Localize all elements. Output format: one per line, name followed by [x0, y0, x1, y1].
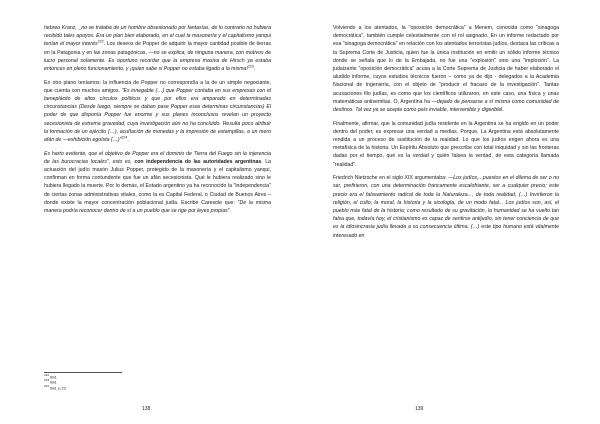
footnote-ref: 222: [97, 39, 104, 44]
footnote-text: Ibid.: [49, 375, 58, 380]
footnote-text: Ibid. p.23: [49, 386, 66, 391]
text-run: En otro plano teníamos: la influencia de Popper no correspondía a la de un simple negociante, que cuenta con muchos amigos.: [44, 79, 271, 94]
footnote-rule: [44, 372, 122, 373]
paragraph: [333, 120, 559, 169]
right-page: [300, 0, 600, 424]
footnote-number: 224: [44, 383, 50, 388]
footnotes: [44, 375, 244, 391]
text-run: Finalmente, afirmar, que la comunidad judía residente en la Argentina se ha erigido en un poder dentro del poder, es expresar una verdad a medias. Porque, La Argentina está absolutamente rendida a un proceso de sustitución de la realidad. Lo que los judíos erigen ahora es una metafísica de la historia. Un Espíritu Absoluto que prescribe con total iniquidad y sin las fronteras dadas por el tiempo, qué es la verdad y quién falsea la verdad, de esta categoría llamada "realidad".: [333, 120, 559, 168]
text-run: .: [127, 137, 129, 144]
text-run: hebreo Kranz, _no se trataba de un hombre obsesionado por fantasías, de lo contrario no hubiera recibido tales apoyos. Era un plan bien elaborado, en el cual la masonería y el capitalismo yanqui tenían el mayor interés: [44, 25, 271, 48]
text-run: Friedrich Nietzsche en el siglo XIX argumentaba:: [333, 175, 449, 182]
text-run: —Los judíos,...puestos en el dilema de ser o no ser, prefirieron, con una determinación francamente escalofriante, ser a cualquier precio; este precio era el falseamiento radical de toda la Naturaleza..., de toda realidad, (…) Invirtieron la religión, el culto, la moral, la historia y la sicología, de un modo fatal... Los judíos son, así, el pueblo más fatal de la historia; como resultado de su gravitación, la humanidad se ha vuelto tan falsa que, todavía hoy, el cristianismo es capaz de sentirse antijudío, sin tener conciencia de que es la idiosincrasia judía llevada a su consecuencia última. (…) este tipo humano está vitalmente interesado en: [333, 175, 559, 239]
left-page-text: [44, 24, 271, 221]
footnote-ref: 224: [121, 135, 128, 140]
paragraph: [333, 24, 559, 114]
text-run: De la misma manera podría reconocer dentro de sí a un pueblo que se rige por leyes propias: [44, 199, 271, 215]
text-run: . Los deseos de Popper de adquirir la mayor cantidad posible de tierras en la Patagonia y en las zonas patagónicas,: [44, 41, 271, 56]
text-run: ".: [227, 208, 231, 215]
footnote-ref: 223: [247, 64, 254, 69]
text-run: . La actuación del judío masón Julius Popper, protegido de la masonería y el capitalismo yanqui, confirman en forma contundente que fue un afán secesionista. Qué le hubiera realizado sino le hubiera llegado la muerte. Por lo demás, el Estado argentino ya ha reconocido la "independencia" de ciertas zonas administrativas vitales, como la ex Capital Federal, o Ciudad de Buenos Aires – donde existe la mayor concentración poblacional judía. Escribe Caresole que: ": [44, 158, 272, 206]
paragraph: [333, 174, 559, 240]
text-run: —no se explica, de ninguna manera, con motivos de lucro personal solamente. Es oportuno recordar que la empresa masiva de Hirsch ya estaba entonces en pleno funcionamiento, y ¡quien sabe si Popper no estaba ligado a la misma!: [44, 49, 271, 73]
text-run: Volviendo a los atentados, la "oposición democrática" a Menem, conocida como "sinagoga democrática", también cumple celestialmente con el rol asignado. En un informe redactado por esa "sinagoga democrática" en relación con los atentados terroristas judíos, destaca las críticas a la Suprema Corte de Justicia, quien fue la única institución en emitir un sólido informe técnico donde se señala que lo de la Embajada, no fue una "explosión" sino una "implosión". La judaizante "oposición democrática" acusa a la Corte Suprema de Justicia de haber elaborado el aludido informe, cuyos estudios técnicos fueron – como ya de dijo - delegados a la Academia Nacional de Ingeniería, con el objeto de "producir el fracaso de la investigación". Tantas acusaciones filo judías, es como que los científicos utilizaron, en este caso, una física y unas matemáticas antisemitas. O, Argentina ha: [333, 25, 559, 105]
paragraph: [44, 24, 271, 73]
paragraph: [44, 150, 271, 216]
text-run: con independencia de las autoridades argentinas: [134, 158, 262, 165]
footnote-text: Ibid.: [49, 380, 58, 385]
page-number-left: 138: [142, 406, 151, 412]
right-page-text: [333, 24, 559, 245]
text-run: Es harto evidente, que el objetivo de Popper era el dominio de Tierra del Fuego sin la injerencia de las burocracias locales", esto es,: [44, 150, 271, 165]
text-run: .: [253, 66, 256, 73]
text-run: l.: [501, 107, 504, 114]
page-number-right: 139: [415, 406, 424, 412]
paragraph: [44, 79, 271, 145]
text-run: "Es innegable (…) que Popper contaba en sus empresas con el beneplácito de altos círculos políticos y que por ellos era amparado en determinadas circunstancias (Desde luego, siempre se daban pase Popper esas determinas circunstancias) El poder de que disponía Popper fue enorme y sus planes inconclusos revelan un proyecto secesionista de extrema gravedad, cuya investigación aún no ha concluido. Resulta poco atribuir la formación de un ejército (…), acuñación de monedas y la impresión de estampillas, a un mero afán de —exhibición egoísta (…)": [44, 87, 271, 144]
footnote-number: 222: [44, 373, 50, 377]
footnote-number: 223: [44, 378, 50, 383]
text-run: —dejado de pensarse a sí misma como comunidad de destinos. Tal vez ya se acepte como país inviable, intervenible y digerible: [333, 98, 559, 114]
footnote: [44, 383, 244, 391]
